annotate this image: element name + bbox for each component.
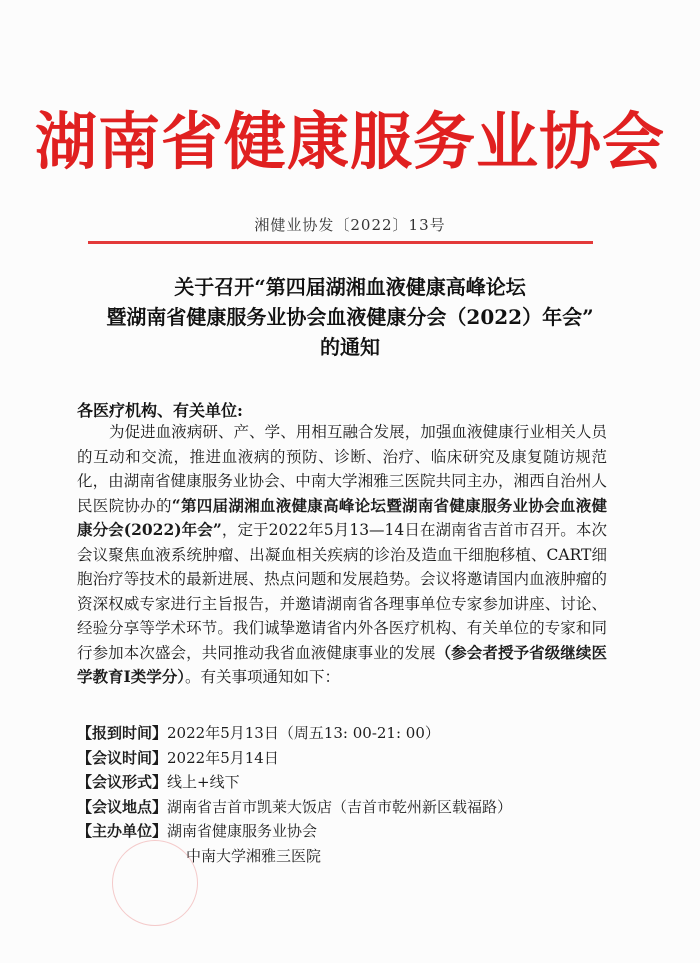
letterhead-org-name: 湖南省健康服务业协会 (34, 105, 665, 178)
info-row-format (77, 770, 637, 795)
notice-title (0, 272, 700, 362)
title-line-1: 关于召开“第四届湖湘血液健康高峰论坛 (174, 275, 526, 299)
title-line-3: 的通知 (320, 335, 380, 359)
info-row-meeting-time (77, 746, 637, 771)
salutation: 各医疗机构、有关单位: (77, 401, 243, 420)
info-value: 2022年5月14日 (167, 748, 279, 767)
info-row-venue (77, 795, 637, 820)
event-name: “第四届湖湘血液健康高峰论坛暨湖南省健康服务业协会血液健康分会(2022)年会” (77, 495, 607, 539)
info-label: 【报到时间】 (77, 724, 168, 742)
info-label: 【会议时间】 (77, 748, 168, 767)
red-divider-rule (88, 241, 593, 244)
faint-seal-stamp (112, 840, 198, 926)
info-row-co-organizer: 中南大学湘雅三医院 (186, 846, 322, 865)
credit-note: （参会者授予省级继续医学教育Ⅰ类学分） (77, 642, 607, 686)
body-text-a: 为促进血液病研、产、学、用相互融合发展，加强血液健康行业相关人员的互动和交流，推进血液病的预防、诊断、治疗、临床研究及康复随访规范化，由湖南省健康服务业协会、中南大学湘雅三医院共同主办，湘西自治州人民医院协办的 (77, 423, 607, 515)
document-number: 湘健业协发〔2022〕13号 (254, 216, 446, 234)
info-label: 【主办单位】 (77, 822, 168, 840)
info-value: 线上+线下 (167, 773, 240, 791)
info-label: 【会议形式】 (77, 773, 168, 791)
title-line-2: 暨湖南省健康服务业协会血液健康分会（2022）年会” (106, 305, 594, 329)
info-value: 湖南省吉首市凯莱大饭店（吉首市乾州新区载福路） (167, 797, 513, 816)
body-text-b: ，定于2022年5月13—14日在湖南省吉首市召开。本次会议聚焦血液系统肿瘤、出凝血相关疾病的诊治及造血干细胞移植、CART细胞治疗等技术的最新进展、热点问题和发展趋势。会议将邀请国内血液肿瘤的资深权威专家进行主旨报告，并邀请湖南省各理事单位专家参加讲座、讨论、经验分享等学术环节。我们诚挚邀请省内外各医疗机构、有关单位的专家和同行参加本次盛会，共同推动我省血液健康事业的发展 (77, 521, 607, 662)
body-paragraph (77, 420, 607, 690)
info-label: 【会议地点】 (77, 797, 168, 816)
info-value: 湖南省健康服务业协会 (167, 822, 318, 840)
info-value: 2022年5月13日（周五13: 00-21: 00） (167, 724, 440, 742)
info-row-checkin (77, 721, 637, 746)
body-text-c: 。有关事项通知如下： (185, 668, 341, 686)
